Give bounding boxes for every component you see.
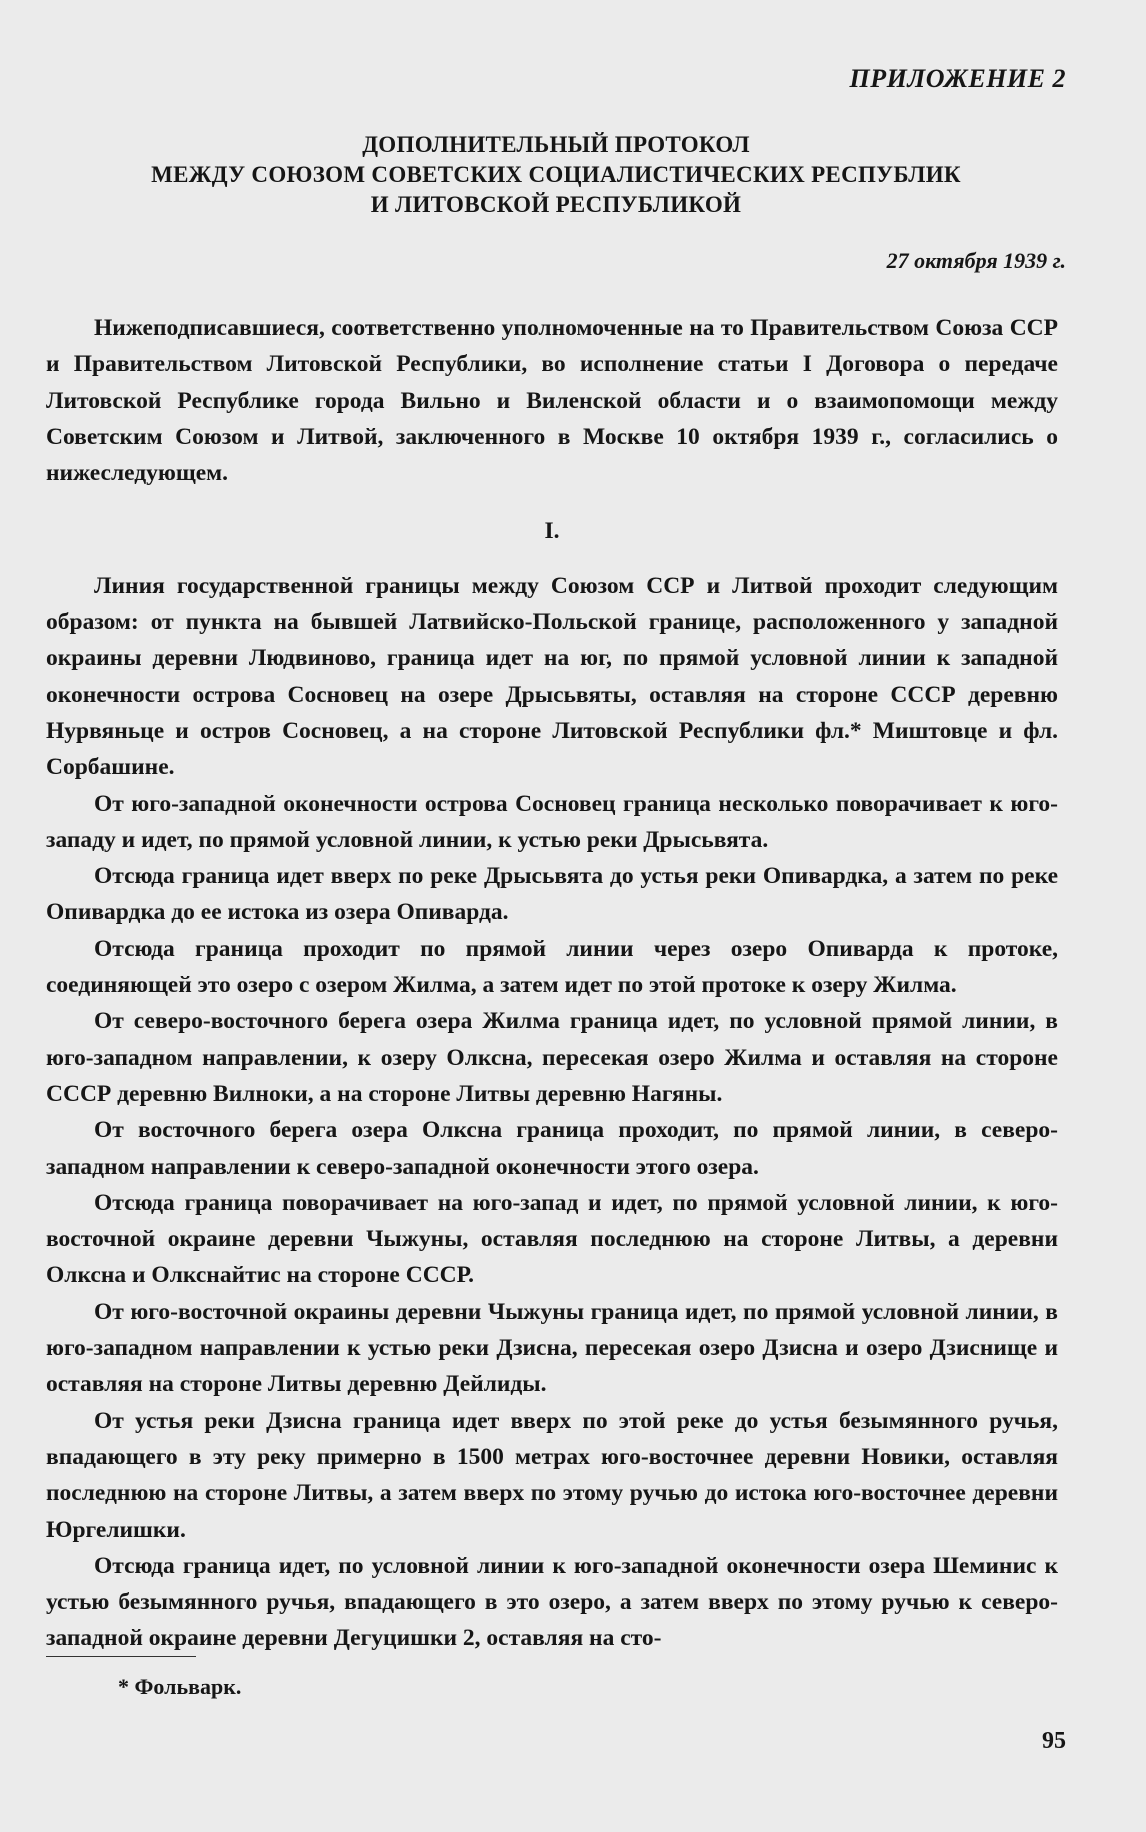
title-line: ДОПОЛНИТЕЛЬНЫЙ ПРОТОКОЛ: [362, 132, 750, 157]
document-date: 27 октября 1939 г.: [886, 248, 1066, 273]
paragraph: Отсюда граница проходит по прямой линии через озеро Опиварда к протоке, соединяющей это озеро с озером Жилма, а затем идет по этой протоке к озеру Жилма.: [46, 935, 1058, 999]
footnote: * Фольварк.: [118, 1674, 242, 1699]
paragraph: От устья реки Дзисна граница идет вверх по этой реке до устья безымянного ручья, впадающего в эту реку примерно в 1500 метрах юго-восточнее деревни Новики, оставляя последнюю на стороне Литвы, а затем вверх по этому ручью до истока юго-восточнее деревни Юргелишки.: [46, 1407, 1058, 1543]
paragraph: От юго-западной оконечности острова Сосновец граница несколько поворачивает к юго-западу и идет, по прямой условной линии, к устью реки Дрысьвята.: [46, 790, 1058, 853]
paragraph: Линия государственной границы между Союзом ССР и Литвой проходит следующим образом: от пункта на бывшей Латвийско-Польской границе, расположенного у западной окраины деревни Людвиново, граница идет на юг, по прямой условной линии к западной оконечности острова Сосновец на озере Дрысьвяты, оставляя на стороне СССР деревню Нурвяньце и остров Сосновец, а на стороне Литовской Республики фл.* Миштовце и фл. Сорбашине.: [46, 572, 1058, 781]
section-number: I.: [544, 518, 560, 545]
footnote-divider: [46, 1656, 196, 1657]
paragraph: От северо-восточного берега озера Жилма граница идет, по условной прямой линии, в юго-западном направлении, к озеру Олксна, пересекая озеро Жилма и оставляя на стороне СССР деревню Вилноки, а на стороне Литвы деревню Нагяны.: [46, 1008, 1058, 1107]
paragraph: Отсюда граница поворачивает на юго-запад и идет, по прямой условной линии, к юго-восточной окраине деревни Чыжуны, оставляя последнюю на стороне Литвы, а деревни Олксна и Олкснайтис на стороне СССР.: [46, 1189, 1058, 1289]
appendix-label: ПРИЛОЖЕНИЕ 2: [849, 64, 1066, 93]
intro-paragraph: Нижеподписавшиеся, соответственно уполномоченные на то Правительством Союза ССР и Правительством Литовской Республики, во исполнение статьи I Договора о передаче Литовской Республике города Вильно и Виленской области и о взаимопомощи между Советским Союзом и Литвой, заключенного в Москве 10 октября 1939 г., согласились о нижеследующем.: [46, 315, 1058, 487]
title-line: И ЛИТОВСКОЙ РЕСПУБЛИКОЙ: [370, 192, 742, 217]
document-title: [46, 130, 1066, 220]
paragraph: От юго-восточной окраины деревни Чыжуны граница идет, по прямой условной линии, в юго-западном направлении к устью реки Дзисна, пересекая озеро Дзисна и озеро Дзиснище и оставляя на стороне Литвы деревню Дейлиды.: [46, 1298, 1058, 1398]
paragraph: Отсюда граница идет вверх по реке Дрысьвята до устья реки Опивардка, а затем по реке Опивардка до ее истока из озера Опиварда.: [46, 863, 1058, 926]
document-body: [46, 310, 1058, 1657]
paragraph: От восточного берега озера Олксна граница проходит, по прямой линии, в северо-западном направлении к северо-западной оконечности этого озера.: [46, 1117, 1058, 1180]
paragraph: Отсюда граница идет, по условной линии к юго-западной оконечности озера Шеминис к устью безымянного ручья, впадающего в это озеро, а затем вверх по этому ручью к северо-западной окраине деревни Дегуцишки 2, оставляя на сто-: [46, 1552, 1058, 1652]
title-line: МЕЖДУ СОЮЗОМ СОВЕТСКИХ СОЦИАЛИСТИЧЕСКИХ РЕСПУБЛИК: [151, 162, 961, 187]
page-number: 95: [1042, 1728, 1066, 1754]
